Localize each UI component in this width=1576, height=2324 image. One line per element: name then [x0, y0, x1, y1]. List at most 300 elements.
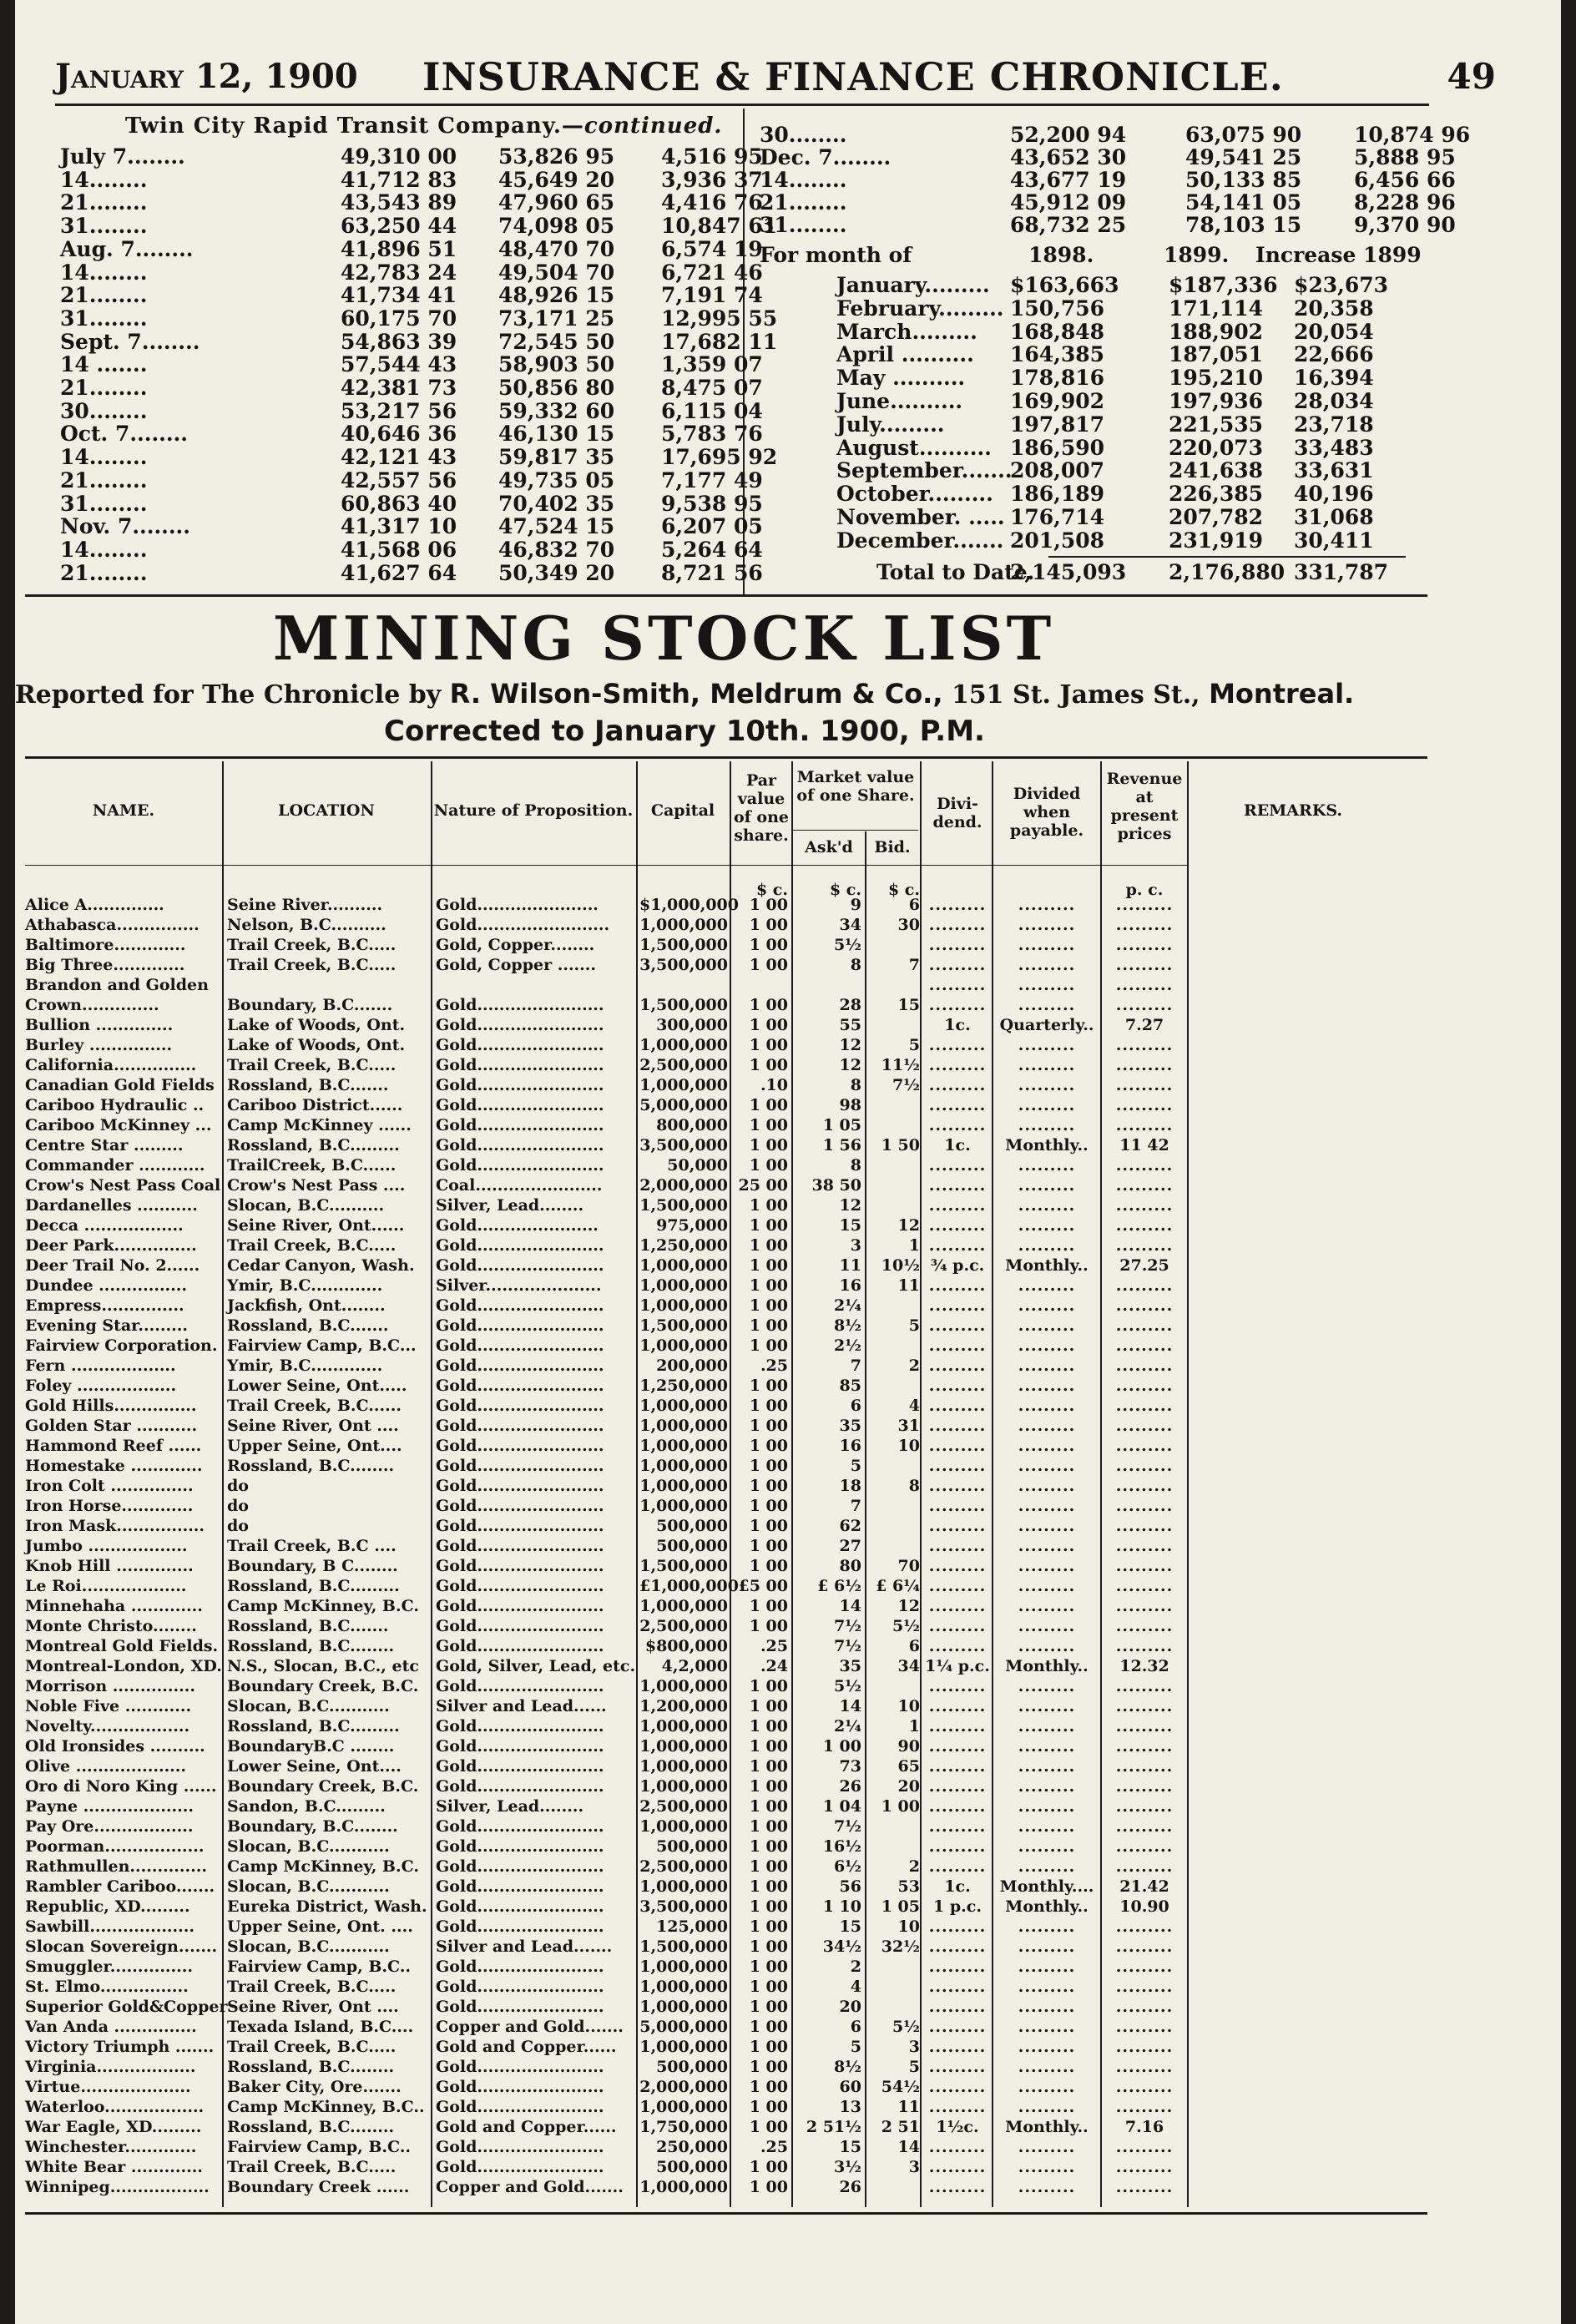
cell-ask: 2½	[833, 1336, 861, 1355]
cell-nat: Silver, Lead........	[436, 1196, 584, 1215]
cell-bid: 5½	[892, 2018, 920, 2036]
cell-bid: 3	[908, 2158, 920, 2176]
cell-pay: .........	[1018, 956, 1076, 974]
cell-bid: 7½	[892, 1076, 920, 1094]
monthly-label: December.......	[836, 528, 1004, 553]
cell-loc: Camp McKinney ......	[227, 1116, 412, 1134]
monthly-b: 226,385	[1169, 482, 1264, 507]
weekly-c: 5,783 76	[661, 422, 763, 447]
corrected-line: Corrected to January 10th. 1900, P.M.	[384, 715, 985, 748]
weekly-label: 14........	[60, 445, 148, 470]
cell-bid: 8	[908, 1477, 920, 1495]
cell-pay: .........	[1018, 1617, 1076, 1635]
cell-par: 1 00	[749, 1857, 788, 1876]
cell-nat: Silver and Lead......	[436, 1697, 607, 1715]
cell-par: 1 00	[749, 1316, 788, 1335]
weekly-b: 50,349 20	[498, 560, 615, 585]
cell-bid: 11	[897, 2098, 920, 2116]
monthly-c: 30,411	[1294, 528, 1374, 553]
weekly-a: 60,863 40	[341, 491, 457, 516]
cell-nat: Gold.......................	[436, 1236, 604, 1255]
cell-rev: .........	[1115, 2178, 1174, 2196]
monthly-a: $163,663	[1010, 273, 1119, 297]
weekly-label: 14........	[60, 167, 148, 192]
cell-par: 1 00	[749, 1296, 788, 1315]
cell-rev: .........	[1115, 2098, 1174, 2116]
cell-pay: .........	[1018, 1958, 1076, 1976]
cell-rev: .........	[1115, 1296, 1174, 1315]
cell-cap: 1,000,000	[639, 1737, 728, 1756]
cell-ask: 7	[850, 1357, 861, 1375]
cell-loc: Upper Seine, Ont....	[227, 1437, 402, 1455]
cell-cap: 1,000,000	[639, 1998, 728, 2016]
cell-bid: 70	[897, 1557, 920, 1575]
cell-par: 1 00	[749, 1397, 788, 1415]
cell-name: Iron Horse.............	[25, 1497, 194, 1515]
cell-par: 1 00	[749, 956, 788, 974]
cell-nat: Gold.......................	[436, 1958, 604, 1976]
cell-ask: £ 6½	[817, 1577, 861, 1595]
cell-div: .........	[928, 1958, 987, 1976]
weekly-b: 54,141 05	[1185, 190, 1302, 215]
cell-rev: .........	[1115, 2078, 1174, 2096]
monthly-b: 241,638	[1169, 458, 1264, 483]
cell-div: 1c.	[944, 1877, 971, 1896]
cell-name: Superior Gold&Copper	[25, 1998, 228, 2016]
monthly-b: $187,336	[1169, 273, 1278, 297]
cell-loc: Rossland, B.C.......	[227, 1316, 389, 1335]
weekly-b: 48,926 15	[498, 283, 615, 308]
cell-div: .........	[928, 1717, 987, 1735]
cell-loc: Camp McKinney, B.C.	[227, 1597, 420, 1615]
cell-par: 1 00	[749, 1096, 788, 1114]
cell-pay: .........	[1018, 1457, 1076, 1475]
cell-cap: 4,2,000	[661, 1657, 728, 1675]
cell-par: 1 00	[749, 2178, 788, 2196]
cell-pay: .........	[1018, 1797, 1076, 1816]
cell-bid: 31	[897, 1417, 920, 1435]
cell-name: Jumbo ..................	[25, 1537, 188, 1555]
cell-cap: 1,250,000	[639, 1377, 728, 1395]
cell-div: .........	[928, 1537, 987, 1555]
cell-loc: Lower Seine, Ont.....	[227, 1377, 407, 1395]
cell-div: .........	[928, 1777, 987, 1796]
cell-par: 1 00	[749, 1036, 788, 1054]
total-rule	[1048, 556, 1406, 558]
monthly-c: 20,358	[1294, 296, 1374, 321]
cell-cap: £1,000,000	[639, 1577, 739, 1595]
cell-name: Canadian Gold Fields	[25, 1076, 215, 1094]
cell-loc: Boundary Creek ......	[227, 2178, 410, 2196]
cell-ask: 1 04	[822, 1797, 861, 1816]
cell-bid: 2	[908, 1857, 920, 1876]
cell-div: .........	[928, 1296, 987, 1315]
cell-cap: 300,000	[656, 1016, 728, 1034]
cell-par: 1 00	[749, 1897, 788, 1916]
cell-rev: .........	[1115, 1637, 1174, 1655]
weekly-label: 14........	[60, 537, 148, 562]
cell-ask: 34½	[822, 1938, 861, 1956]
weekly-c: 6,207 05	[661, 514, 763, 539]
cell-bid: 14	[897, 2138, 920, 2156]
monthly-a: 178,816	[1010, 366, 1105, 391]
cell-par: 1 00	[749, 1757, 788, 1776]
cell-rev: .........	[1115, 2138, 1174, 2156]
weekly-c: 10,874 96	[1354, 123, 1471, 147]
mining-title: MINING STOCK LIST	[272, 603, 1055, 674]
cell-ask: 7	[850, 1497, 861, 1515]
cell-rev: .........	[1115, 1036, 1174, 1054]
monthly-b: 221,535	[1169, 412, 1264, 437]
cell-loc: do	[227, 1477, 249, 1495]
cell-loc: Rossland, B.C........	[227, 1457, 395, 1475]
cell-bid: 12	[897, 1216, 920, 1235]
section-rule	[25, 594, 1427, 597]
cell-bid: 5	[908, 2058, 920, 2076]
weekly-b: 59,332 60	[498, 398, 615, 423]
cell-par: .25	[760, 1637, 788, 1655]
cell-loc: Seine River..........	[227, 896, 383, 914]
cell-loc: Rossland, B.C.........	[227, 1136, 400, 1154]
cell-loc: Baker City, Ore.......	[227, 2078, 402, 2096]
cell-rev: .........	[1115, 1236, 1174, 1255]
cell-nat: Gold.......................	[436, 1617, 604, 1635]
cell-rev: .........	[1115, 2058, 1174, 2076]
monthly-b: 171,114	[1169, 296, 1264, 321]
cell-par: 1 00	[749, 896, 788, 914]
cell-ask: 18	[839, 1477, 861, 1495]
cell-par: 1 00	[749, 1216, 788, 1235]
cell-ask: 9	[850, 896, 861, 914]
cell-loc: Upper Seine, Ont. ....	[227, 1917, 413, 1936]
cell-loc: Rossland, B.C.........	[227, 1717, 400, 1735]
cell-par: 1 00	[749, 2018, 788, 2036]
cell-div: .........	[928, 1497, 987, 1515]
cell-div: 1c.	[944, 1136, 971, 1154]
cell-loc: Seine River, Ont ....	[227, 1998, 399, 2016]
cell-pay: .........	[1018, 2158, 1076, 2176]
header-bottom-rule	[25, 865, 1187, 866]
cell-nat: Gold.......................	[436, 1557, 604, 1575]
cell-div: .........	[928, 2178, 987, 2196]
cell-nat: Gold.......................	[436, 1357, 604, 1375]
cell-div: .........	[928, 1156, 987, 1175]
cell-cap: 3,500,000	[639, 956, 728, 974]
cell-cap: 1,000,000	[639, 2098, 728, 2116]
weekly-a: 45,912 09	[1010, 190, 1127, 215]
cell-ask: 56	[839, 1877, 861, 1896]
cell-pay: .........	[1018, 1397, 1076, 1415]
cell-pay: .........	[1018, 1637, 1076, 1655]
cell-rev: .........	[1115, 1998, 1174, 2016]
cell-name: War Eagle, XD.........	[25, 2118, 202, 2136]
cell-name: Payne ....................	[25, 1797, 194, 1816]
cell-div: .........	[928, 1056, 987, 1074]
cell-div: .........	[928, 1837, 987, 1856]
weekly-b: 47,524 15	[498, 514, 615, 539]
weekly-label: 31........	[760, 213, 847, 237]
cell-ask: 11	[839, 1256, 861, 1275]
cell-bid: 10½	[881, 1256, 920, 1275]
cell-rev: .........	[1115, 1697, 1174, 1715]
cell-rev: .........	[1115, 1457, 1174, 1475]
weekly-a: 41,712 83	[341, 167, 457, 192]
cell-ask: 35	[839, 1417, 861, 1435]
weekly-c: 5,264 64	[661, 537, 763, 562]
cell-nat: Gold.......................	[436, 1316, 604, 1335]
cell-rev: .........	[1115, 1377, 1174, 1395]
grid-line	[791, 761, 793, 2207]
cell-name: Iron Mask................	[25, 1517, 205, 1535]
cell-bid: 53	[897, 1877, 920, 1896]
cell-nat: Gold.......................	[436, 1377, 604, 1395]
cell-nat: Gold......................	[436, 1216, 599, 1235]
cell-div: .........	[928, 1036, 987, 1054]
cell-name: Cariboo Hydraulic ..	[25, 1096, 205, 1114]
cell-nat: Gold.......................	[436, 1757, 604, 1776]
cell-loc: Ymir, B.C.............	[227, 1357, 383, 1375]
col-capital: Capital	[650, 801, 715, 820]
cell-loc: Lower Seine, Ont....	[227, 1757, 402, 1776]
weekly-b: 53,826 95	[498, 144, 615, 169]
weekly-a: 52,200 94	[1010, 123, 1127, 147]
cell-div: .........	[928, 1917, 987, 1936]
monthly-b: 197,936	[1169, 389, 1264, 413]
cell-ask: 2¼	[833, 1717, 861, 1735]
cell-nat: Gold.......................	[436, 1076, 604, 1094]
cell-ask: 26	[839, 1777, 861, 1796]
cell-bid: 2 51	[881, 2118, 920, 2136]
cell-nat: Gold.......................	[436, 2058, 604, 2076]
cell-cap: 1,000,000	[639, 1717, 728, 1735]
cell-par: 1 00	[749, 2078, 788, 2096]
weekly-label: 30........	[760, 123, 847, 147]
cell-rev: .........	[1115, 1477, 1174, 1495]
cell-par: 1 00	[749, 1116, 788, 1134]
cell-div: .........	[928, 1617, 987, 1635]
monthly-a: 186,590	[1010, 435, 1105, 460]
cell-name: Old Ironsides ..........	[25, 1737, 205, 1756]
cell-rev: .........	[1115, 1216, 1174, 1235]
cell-ask: 1 56	[822, 1136, 861, 1154]
mining-stock-table: NAME. LOCATION Nature of Proposition. Capital Par value of one share. Market value of one Share. Ask'd Bid. Divi- dend. Divided when payable. Revenue at present prices REMARKS. $ c. $ c. $ c. p. c. Alice A.............. Seine River.......... Gold...................... $1,000,000 1 00 9 6 ......... ......... ......... Athabasca............... Nelson, B.C.......... Gold........................ 1,000,000 1 00 34 30 ......... ......... ......... Baltimore............. Trail Creek, B.C..... Gold, Copper........ 1,500,000 1 00 5½ ......... ......... ......... Big Three............. Trail Creek, B.C..... Gold, Copper ....... 3,500,000 1 00 8 7 ......... ......... ......... Brandon and Golden ......... ......... ......... Crown.............. Boundary, B.C....... Gold....................... 1,500,000 1 00 28 15 ......... ......... ......... Bullion .............. Lake of Woods, Ont. Gold....................... 300,000 1 00 55 1c. Quarterly.. 7.27 Burley ............... Lake of Woods, Ont. Gold....................... 1,000,000 1 00 12 5 ......... ......... ......... California............... Trail Creek, B.C..... Gold....................... 2,500,000 1 00 12 11½ ......... ......... ......... Canadian Gold Fields Rossland, B.C....... Gold....................... 1,000,000 .10 8 7½ ......... ......... ......... Cariboo Hydraulic .. Cariboo District...... Gold....................... 5,000,000 1 00 98 ......... ......... ......... Cariboo McKinney ... Camp McKinney ...... Gold....................... 800,000 1 00 1 05 ......... ......... ......... Centre Star ......... Rossland, B.C......... Gold....................... 3,500,000 1 00 1 56 1 50 1c. Monthly.. 11 42 Commander ............ TrailCreek, B.C...... Gold....................... 50,000 1 00 8 ......... ......... ......... Crow's Nest Pass Coal Crow's Nest Pass .... Coal....................... 2,000,000 25 00 38 50 ......... ......... ......... Dardanelles ........... Slocan, B.C.......... Silver, Lead........ 1,500,000 1 00 12 ......... ......... ......... Decca .................. Seine River, Ont...... Gold...................... 975,000 1 00 15 12 ......... ......... ......... Deer Park............... Trail Creek, B.C..... Gold....................... 1,250,000 1 00 3 1 ......... ......... ......... Deer Trail No. 2...... Cedar Canyon, Wash. Gold....................... 1,000,000 1 00 11 10½ ¾ p.c. Monthly.. 27.25 Dundee ................ Ymir, B.C............. Silver..................... 1,000,000 1 00 16 11 ......... ......... ......... Empress............... Jackfish, Ont........ Gold....................... 1,000,000 1 00 2¼ ......... ......... ......... Evening Star......... Rossland, B.C....... Gold....................... 1,500,000 1 00 8½ 5 ......... ......... ......... Fairview Corporation. Fairview Camp, B.C... Gold....................... 1,000,000 1 00 2½ ......... ......... ......... Fern ................... Ymir, B.C............. Gold....................... 200,000 .25 7 2 ......... ......... ......... Foley .................. Lower Seine, Ont..... Gold....................... 1,250,000 1 00 85 ......... ......... ......... Gold Hills............... Trail Creek, B.C...... Gold....................... 1,000,000 1 00 6 4 ......... ......... ......... Golden Star ........... Seine River, Ont .... Gold....................... 1,000,000 1 00 35 31 ......... ......... ......... Hammond Reef ...... Upper Seine, Ont.... Gold....................... 1,000,000 1 00 16 10 ......... ......... ......... Homestake ............. Rossland, B.C........ Gold....................... 1,000,000 1 00 5 ......... ......... ......... Iron Colt ............... do Gold....................... 1,000,000 1 00 18 8 ......... ......... ......... Iron Horse............. do Gold....................... 1,000,000 1 00 7 ......... ......... ......... Iron Mask................ do Gold....................... 500,000 1 00 62 ......... ......... ......... Jumbo .................. Trail Creek, B.C .... Gold....................... 500,000 1 00 27 ......... ......... ......... Knob Hill .............. Boundary, B C........ Gold....................... 1,500,000 1 00 80 70 ......... ......... ......... Le Roi................... Rossland, B.C......... Gold....................... £1,000,000 £5 00 £ 6½ £ 6¼ ......... ......... ......... Minnehaha ............. Camp McKinney, B.C. Gold....................... 1,000,000 1 00 14 12 ......... ......... ......... Monte Christo........ Rossland, B.C....... Gold....................... 2,500,000 1 00 7½ 5½ ......... ......... ......... Montreal Gold Fields. Rossland, B.C........ Gold....................... $800,000 .25 7½ 6 ......... ......... ......... Montreal-London, XD. N.S., Slocan, B.C., etc Gold, Silver, Lead, etc. 4,2,000 .24 35 34 1¼ p.c. Monthly.. 12.32 Morrison ............... Boundary Creek, B.C. Gold....................... 1,000,000 1 00 5½ ......... ......... ......... Noble Five ............ Slocan, B.C........... Silver and Lead...... 1,200,000 1 00 14 10 ......... ......... ......... Novelty.................. Rossland, B.C......... Gold....................... 1,000,000 1 00 2¼ 1 ......... ......... ......... Old Ironsides .......... BoundaryB.C ........ Gold....................... 1,000,000 1 00 1 00 90 ......... ......... ......... Olive .................... Lower Seine, Ont.... Gold....................... 1,000,000 1 00 73 65 ......... ......... ......... Oro di Noro King ...... Boundary Creek, B.C. Gold....................... 1,000,000 1 00 26 20 ......... ......... ......... Payne .................... Sandon, B.C......... Silver, Lead........ 2,500,000 1 00 1 04 1 00 ......... ......... ......... Pay Ore.................. Boundary, B.C........ Gold....................... 1,000,000 1 00 7½ ......... ......... ......... Poorman.................. Slocan, B.C........... Gold....................... 500,000 1 00 16½ ......... ......... ......... Rathmullen.............. Camp McKinney, B.C. Gold....................... 2,500,000 1 00 6½ 2 ......... ......... ......... Rambler Cariboo....... Slocan, B.C........... Gold....................... 1,000,000 1 00 56 53 1c. Monthly.... 21.42 Republic, XD......... Eureka District, Wash. Gold....................... 3,500,000 1 00 1 10 1 05 1 p.c. Monthly.. 10.90 Sawbill................... Upper Seine, Ont. .... Gold....................... 125,000 1 00 15 10 ......... ......... ......... Slocan Sovereign....... Slocan, B.C........... Silver and Lead....... 1,500,000 1 00 34½ 32½ ......... ......... ......... Smuggler............... Fairview Camp, B.C.. Gold....................... 1,000,000 1 00 2 ......... ......... ......... St. Elmo................ Trail Creek, B.C..... Gold....................... 1,000,000 1 00 4 ......... ......... ......... Superior Gold&Copper Seine River, Ont .... Gold....................... 1,000,000 1 00 20 ......... ......... ......... Van Anda ............... Texada Island, B.C.... Copper and Gold....... 5,000,000 1 00 6 5½ ......... ......... ......... Victory Triumph ....... Trail Creek, B.C..... Gold and Copper...... 1,000,000 1 00 5 3 ......... ......... ......... Virginia.................. Rossland, B.C........ Gold....................... 500,000 1 00 8½ 5 ......... ......... ......... Virtue.................... Baker City, Ore....... Gold....................... 2,000,000 1 00 60 54½ ......... ......... ......... Waterloo.................. Camp McKinney, B.C.. Gold....................... 1,000,000 1 00 13 11 ......... ......... ......... War Eagle, XD......... Rossland, B.C........ Gold and Copper...... 1,750,000 1 00 2 51½ 2 51 1½c. Monthly.. 7.16 Winchester............. Fairview Camp, B.C.. Gold....................... 250,000 .25 15 14 ......... ......... ......... White Bear ............. Trail Creek, B.C..... Gold....................... 500,000 1 00 3½ 3 ......... ......... ......... Winnipeg.................. Boundary Creek ...... Copper and Gold....... 1,000,000 1 00 26 ......... ......... .........	[0, 756, 1576, 2215]
cell-par: 1 00	[749, 1016, 788, 1034]
cell-div: .........	[928, 1637, 987, 1655]
cell-name: Winchester.............	[25, 2138, 197, 2156]
monthly-b: 188,902	[1169, 319, 1264, 344]
grid-line	[865, 831, 866, 2207]
cell-nat: Gold.......................	[436, 1016, 604, 1034]
cell-bid: 90	[897, 1737, 920, 1756]
cell-nat: Gold.......................	[436, 1577, 604, 1595]
cell-ask: 5	[850, 1457, 861, 1475]
cell-rev: .........	[1115, 1837, 1174, 1856]
cell-div: .........	[928, 1397, 987, 1415]
cell-rev: .........	[1115, 1797, 1174, 1816]
cell-nat: Copper and Gold.......	[436, 2018, 624, 2036]
weekly-label: 14 .......	[60, 352, 148, 377]
cell-loc: Jackfish, Ont........	[227, 1296, 386, 1315]
cell-cap: 2,000,000	[639, 2078, 728, 2096]
cell-loc: BoundaryB.C ........	[227, 1737, 395, 1756]
cell-div: .........	[928, 2078, 987, 2096]
weekly-c: 6,721 46	[661, 260, 763, 285]
weekly-c: 17,682 11	[661, 329, 778, 354]
monthly-c: 16,394	[1294, 366, 1374, 391]
cell-div: .........	[928, 956, 987, 974]
reported-line: Reported for The Chronicle by R. Wilson-Smith, Meldrum & Co., 151 St. James St., Montreal.	[14, 678, 1355, 710]
weekly-b: 49,541 25	[1185, 145, 1302, 169]
cell-div: .........	[928, 1176, 987, 1195]
cell-div: .........	[928, 1076, 987, 1094]
cell-name: Homestake .............	[25, 1457, 203, 1475]
cell-div: 1c.	[944, 1016, 971, 1034]
cell-div: .........	[928, 976, 987, 994]
cell-pay: .........	[1018, 1336, 1076, 1355]
cell-name: Monte Christo........	[25, 1617, 197, 1635]
cell-nat: Silver, Lead........	[436, 1797, 584, 1816]
monthly-a: 168,848	[1010, 319, 1105, 344]
cell-bid: 11	[897, 1276, 920, 1295]
cell-nat: Gold, Copper........	[436, 936, 595, 954]
col-askd: Ask'd	[805, 838, 853, 856]
cell-loc: Slocan, B.C...........	[227, 1837, 390, 1856]
cell-loc: Rossland, B.C.......	[227, 1076, 389, 1094]
cell-bid: 1 05	[881, 1897, 920, 1916]
cell-name: Centre Star .........	[25, 1136, 184, 1154]
cell-cap: 1,000,000	[639, 1777, 728, 1796]
cell-name: Le Roi...................	[25, 1577, 187, 1595]
weekly-label: Nov. 7........	[60, 514, 190, 539]
weekly-c: 6,115 04	[661, 398, 763, 423]
cell-name: Empress...............	[25, 1296, 184, 1315]
cell-rev: 10.90	[1119, 1897, 1169, 1916]
weekly-label: Sept. 7........	[60, 329, 200, 354]
cell-name: Noble Five ............	[25, 1697, 192, 1715]
monthly-label: October.........	[836, 482, 993, 507]
cell-par: 25 00	[738, 1176, 788, 1195]
cell-ask: 20	[839, 1998, 861, 2016]
weekly-label: 31........	[60, 214, 148, 239]
cell-pay: .........	[1018, 1176, 1076, 1195]
cell-cap: 975,000	[656, 1216, 728, 1235]
cell-pay: Monthly..	[1005, 1256, 1089, 1275]
cell-par: 1 00	[749, 1958, 788, 1976]
cell-nat: Gold.......................	[436, 2098, 604, 2116]
weekly-c: 7,191 74	[661, 283, 763, 308]
cell-div: .........	[928, 1677, 987, 1695]
cell-ask: 2	[850, 1958, 861, 1976]
cell-pay: .........	[1018, 1236, 1076, 1255]
cell-div: 1 p.c.	[933, 1897, 982, 1916]
cell-ask: 34	[839, 916, 861, 934]
cell-name: Dundee ................	[25, 1276, 188, 1295]
col-revenue: Revenue at present prices	[1106, 770, 1183, 843]
cell-pay: Monthly..	[1005, 2118, 1089, 2136]
cell-pay: .........	[1018, 1357, 1076, 1375]
cell-div: .........	[928, 1737, 987, 1756]
cell-par: 1 00	[749, 1056, 788, 1074]
cell-loc: Cedar Canyon, Wash.	[227, 1256, 415, 1275]
header-rule	[55, 104, 1429, 106]
grid-line	[222, 761, 224, 2207]
cell-name: Foley ..................	[25, 1377, 177, 1395]
page-header	[55, 52, 1496, 102]
cell-div: .........	[928, 1276, 987, 1295]
cell-cap: 1,000,000	[639, 1677, 728, 1695]
cell-rev: 7.27	[1124, 1016, 1164, 1034]
cell-rev: .........	[1115, 1196, 1174, 1215]
cell-ask: 7½	[833, 1637, 861, 1655]
cell-nat: Gold.......................	[436, 1096, 604, 1114]
col-payable: Divided when payable.	[1009, 785, 1084, 840]
cell-name: Virginia..................	[25, 2058, 196, 2076]
cell-par: 1 00	[749, 1497, 788, 1515]
cell-nat: Silver and Lead.......	[436, 1938, 613, 1956]
cell-loc: Lake of Woods, Ont.	[227, 1016, 406, 1034]
cell-loc: Texada Island, B.C....	[227, 2018, 414, 2036]
cell-pay: .........	[1018, 1737, 1076, 1756]
monthly-a: 186,189	[1010, 482, 1105, 507]
weekly-b: 47,960 65	[498, 190, 615, 215]
cell-ask: 1 00	[822, 1737, 861, 1756]
cell-bid: 7	[908, 956, 920, 974]
monthly-c: $23,673	[1294, 273, 1389, 297]
cell-cap: 250,000	[656, 2138, 728, 2156]
cell-par: 1 00	[749, 2058, 788, 2076]
cell-name: Brandon and Golden	[25, 976, 209, 994]
cell-pay: .........	[1018, 976, 1076, 994]
cell-ask: 6½	[833, 1857, 861, 1876]
weekly-a: 60,175 70	[341, 306, 457, 331]
cell-par: 1 00	[749, 1917, 788, 1936]
cell-ask: 5½	[833, 936, 861, 954]
cell-bid: 65	[897, 1757, 920, 1776]
weekly-c: 10,847 61	[661, 214, 778, 239]
weekly-c: 6,574 19	[661, 236, 763, 261]
cell-div: .........	[928, 1377, 987, 1395]
col-name: NAME.	[92, 801, 155, 820]
cell-loc: Fairview Camp, B.C...	[227, 1336, 417, 1355]
weekly-b: 74,098 05	[498, 214, 615, 239]
weekly-b: 46,130 15	[498, 422, 615, 447]
cell-rev: .........	[1115, 1717, 1174, 1735]
cell-ask: 13	[839, 2098, 861, 2116]
cell-cap: 1,000,000	[639, 1817, 728, 1836]
grid-line	[1100, 761, 1102, 2207]
grid-line	[992, 761, 993, 2207]
weekly-a: 41,734 41	[341, 283, 457, 308]
cell-cap: 1,000,000	[639, 1597, 728, 1615]
cell-loc: Seine River, Ont......	[227, 1216, 405, 1235]
cell-par: 1 00	[749, 1537, 788, 1555]
cell-name: Sawbill...................	[25, 1917, 195, 1936]
cell-ask: 14	[839, 1697, 861, 1715]
cell-name: Winnipeg..................	[25, 2178, 210, 2196]
cell-cap: 5,000,000	[639, 2018, 728, 2036]
monthly-label: July.........	[836, 412, 945, 437]
cell-rev: .........	[1115, 1336, 1174, 1355]
weekly-a: 42,783 24	[341, 260, 457, 285]
weekly-c: 7,177 49	[661, 467, 763, 493]
cell-pay: Monthly..	[1005, 1897, 1089, 1916]
cell-rev: .........	[1115, 1757, 1174, 1776]
cell-cap: 1,000,000	[639, 1958, 728, 1976]
cell-rev: .........	[1115, 1316, 1174, 1335]
cell-bid: 30	[897, 916, 920, 934]
monthly-b: 187,051	[1169, 342, 1264, 367]
cell-div: .........	[928, 1417, 987, 1435]
